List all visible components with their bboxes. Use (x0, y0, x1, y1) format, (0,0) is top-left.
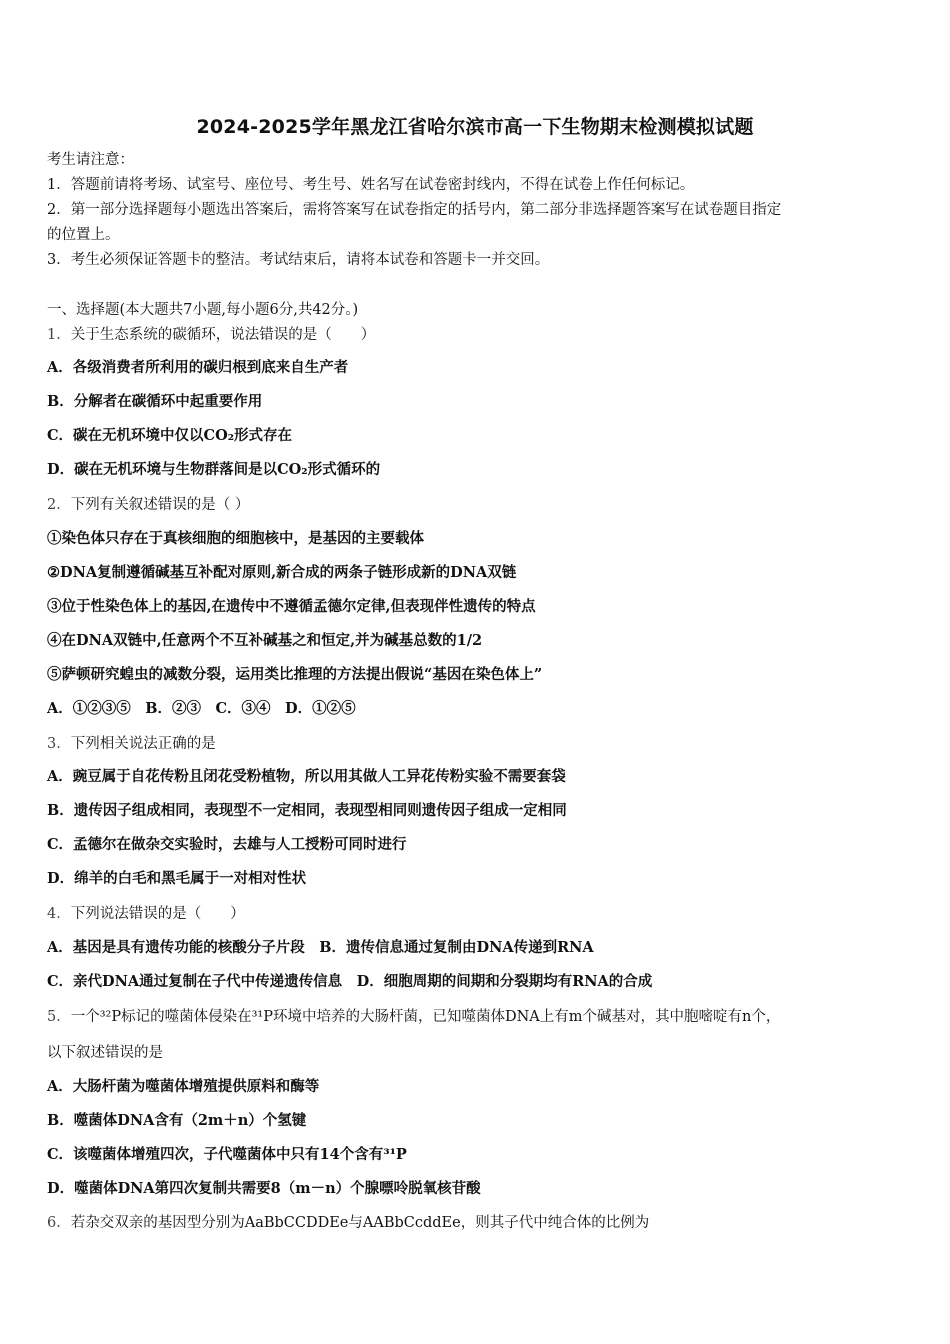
question-number: 3． (47, 736, 71, 752)
q2-statement-2: ②DNA复制遵循碱基互补配对原则,新合成的两条子链形成新的DNA双链 (47, 564, 517, 581)
q5-option-c: C．该噬菌体增殖四次，子代噬菌体中只有14个含有³¹P (47, 1146, 407, 1163)
question-6-stem: 6．若杂交双亲的基因型分别为AaBbCCDDEe与AABbCcddEe，则其子代中纯合体的比例为 (47, 1215, 650, 1231)
notice-item-2: 2．第一部分选择题每小题选出答案后，需将答案写在试卷指定的括号内，第二部分非选择题答案写在试卷题目指定 (47, 202, 782, 218)
question-number: 5． (47, 1009, 71, 1025)
q3-option-d: D．绵羊的白毛和黑毛属于一对相对性状 (47, 870, 307, 887)
q2-options: A．①②③⑤ B．②③ C．③④ D．①②⑤ (47, 700, 356, 717)
q2-statement-1: ①染色体只存在于真核细胞的细胞核中，是基因的主要载体 (47, 530, 424, 547)
q5-option-b: B．噬菌体DNA含有（2m＋n）个氢键 (47, 1112, 307, 1129)
q5-option-a: A．大肠杆菌为噬菌体增殖提供原料和酶等 (47, 1078, 320, 1095)
page-title: 2024-2025学年黑龙江省哈尔滨市高一下生物期末检测模拟试题 (196, 116, 754, 138)
q1-option-a: A．各级消费者所利用的碳归根到底来自生产者 (47, 359, 349, 376)
q2-statement-3: ③位于性染色体上的基因,在遗传中不遵循孟德尔定律,但表现伴性遗传的特点 (47, 598, 536, 615)
notice-heading: 考生请注意： (47, 152, 134, 168)
question-4-stem: 4．下列说法错误的是（ ） (47, 906, 245, 922)
question-1-stem: 1．关于生态系统的碳循环，说法错误的是（ ） (47, 327, 376, 343)
q5-option-d: D．噬菌体DNA第四次复制共需要8（m－n）个腺嘌呤脱氧核苷酸 (47, 1180, 481, 1197)
notice-item-1: 1．答题前请将考场、试室号、座位号、考生号、姓名写在试卷密封线内，不得在试卷上作任何标记。 (47, 177, 695, 193)
q3-option-b: B．遗传因子组成相同，表现型不一定相同，表现型相同则遗传因子组成一定相同 (47, 802, 567, 819)
question-number: 1． (47, 327, 71, 343)
question-number: 4． (47, 906, 71, 922)
q4-options-cd: C．亲代DNA通过复制在子代中传递遗传信息 D．细胞周期的间期和分裂期均有RNA的合成 (47, 973, 653, 990)
notice-item-2-cont: 的位置上。 (47, 227, 120, 243)
q1-option-d: D．碳在无机环境与生物群落间是以CO₂形式循环的 (47, 461, 381, 478)
question-number: 2． (47, 497, 71, 513)
question-2-stem: 2．下列有关叙述错误的是（ ） (47, 497, 250, 513)
q2-statement-4: ④在DNA双链中,任意两个不互补碱基之和恒定,并为碱基总数的1/2 (47, 632, 483, 649)
q1-option-c: C．碳在无机环境中仅以CO₂形式存在 (47, 427, 293, 444)
section-heading: 一、选择题(本大题共7小题,每小题6分,共42分。) (47, 302, 359, 318)
notice-item-3: 3．考生必须保证答题卡的整洁。考试结束后，请将本试卷和答题卡一并交回。 (47, 252, 550, 268)
question-3-stem: 3．下列相关说法正确的是 (47, 736, 216, 752)
question-5-stem: 5．一个³²P标记的噬菌体侵染在³¹P环境中培养的大肠杆菌，已知噬菌体DNA上有m个碱基对，其中胞嘧啶有n个， (47, 1009, 781, 1025)
question-number: 6． (47, 1215, 71, 1231)
q3-option-c: C．孟德尔在做杂交实验时，去雄与人工授粉可同时进行 (47, 836, 407, 853)
question-5-stem-cont: 以下叙述错误的是 (47, 1045, 163, 1061)
q4-options-ab: A．基因是具有遗传功能的核酸分子片段 B．遗传信息通过复制由DNA传递到RNA (47, 939, 594, 956)
q3-option-a: A．豌豆属于自花传粉且闭花受粉植物，所以用其做人工异花传粉实验不需要套袋 (47, 768, 566, 785)
q2-statement-5: ⑤萨顿研究蝗虫的减数分裂，运用类比推理的方法提出假说“基因在染色体上” (47, 666, 543, 683)
q1-option-b: B．分解者在碳循环中起重要作用 (47, 393, 263, 410)
